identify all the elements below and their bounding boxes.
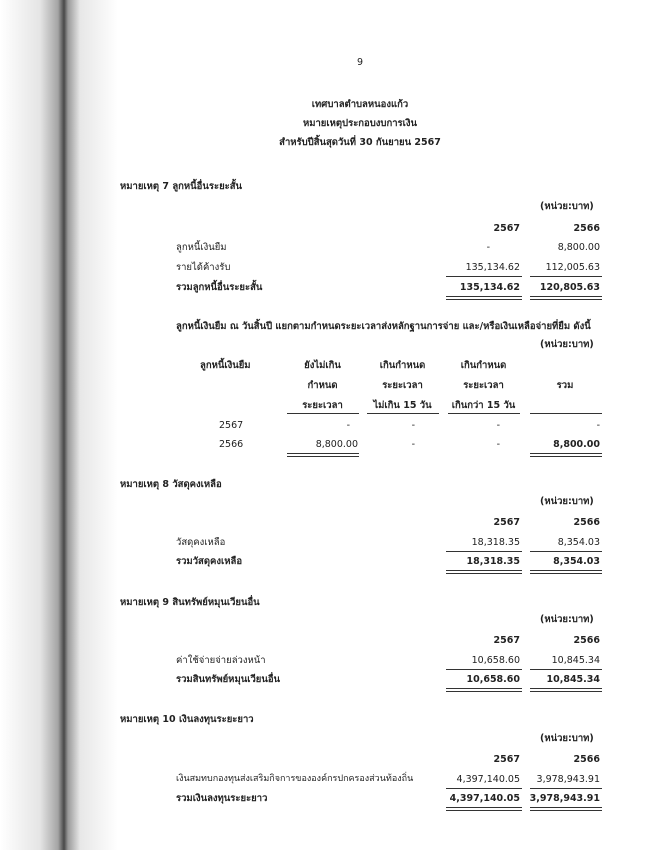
note10-subtotal-line-2567	[446, 788, 522, 789]
note10-total-2567: 4,397,140.05	[449, 793, 520, 804]
aging-header-line-2	[367, 413, 439, 414]
aging-total-line-4	[530, 453, 602, 457]
note7-total-label: รวมลูกหนี้อื่นระยะสั้น	[176, 282, 263, 293]
aging-col3-l3: เกินกว่า 15 วัน	[451, 400, 516, 411]
aging-header-line-3	[448, 413, 520, 414]
aging-row1-c1: -	[346, 420, 350, 431]
note8-year-2567: 2567	[493, 517, 520, 528]
note9-total-label: รวมสินทรัพย์หมุนเวียนอื่น	[176, 674, 281, 685]
note10-total-line-2567	[446, 807, 522, 811]
aging-col3-l1: เกินกำหนด	[460, 360, 507, 371]
note9-subtotal-line-2566	[530, 669, 602, 670]
aging-unit: (หน่วย:บาท)	[540, 339, 594, 350]
note9-unit: (หน่วย:บาท)	[540, 614, 594, 625]
note7-subtotal-line-2566	[530, 276, 602, 277]
note8-row1-label: วัสดุคงเหลือ	[176, 537, 226, 548]
note7-year-2567: 2567	[493, 223, 520, 234]
note10-title: หมายเหตุ 10 เงินลงทุนระยะยาว	[120, 714, 254, 725]
note9-row1-label: ค่าใช้จ่ายจ่ายล่วงหน้า	[176, 655, 266, 666]
note8-total-line-2567	[446, 570, 522, 574]
aging-col3-l2: ระยะเวลา	[463, 380, 504, 391]
note10-row1-2566: 3,978,943.91	[536, 774, 600, 785]
aging-row2-c3: -	[496, 439, 500, 450]
note10-year-2567: 2567	[493, 754, 520, 765]
note9-year-2567: 2567	[493, 635, 520, 646]
note7-subtotal-line-2567	[446, 276, 522, 277]
note9-total-line-2566	[530, 688, 602, 692]
note7-year-2566: 2566	[573, 223, 600, 234]
note10-unit: (หน่วย:บาท)	[540, 733, 594, 744]
note9-subtotal-line-2567	[446, 669, 522, 670]
aging-title: ลูกหนี้เงินยืม ณ วันสิ้นปี แยกตามกำหนดระยะเวลาส่งหลักฐานการจ่าย และ/หรือเงินเหลือจ่ายที่ยืม ดังนี้	[176, 321, 591, 332]
aging-header-line-1	[287, 413, 359, 414]
note8-total-2566: 8,354.03	[553, 556, 600, 567]
note8-subtotal-line-2566	[530, 551, 602, 552]
aging-row1-c2: -	[411, 420, 415, 431]
note9-row1-2566: 10,845.34	[551, 655, 600, 666]
note9-title: หมายเหตุ 9 สินทรัพย์หมุนเวียนอื่น	[120, 597, 260, 608]
note7-total-2567: 135,134.62	[459, 282, 520, 293]
doc-title: หมายเหตุประกอบงบการเงิน	[302, 118, 418, 129]
note7-total-2566: 120,805.63	[539, 282, 600, 293]
aging-row1-total: -	[596, 420, 600, 431]
aging-col4: รวม	[556, 380, 574, 391]
note7-total-line-2567	[446, 296, 522, 300]
note9-total-2566: 10,845.34	[546, 674, 600, 685]
aging-header-line-4	[530, 413, 602, 414]
note7-unit: (หน่วย:บาท)	[540, 201, 594, 212]
note8-total-label: รวมวัสดุคงเหลือ	[176, 556, 243, 567]
note8-subtotal-line-2567	[446, 551, 522, 552]
note7-total-line-2566	[530, 296, 602, 300]
note8-year-2566: 2566	[573, 517, 600, 528]
note10-total-label: รวมเงินลงทุนระยะยาว	[176, 793, 268, 804]
note8-row1-2566: 8,354.03	[557, 537, 600, 548]
note10-row1-label: เงินสมทบกองทุนส่งเสริมกิจการขององค์กรปกครองส่วนท้องถิ่น	[176, 774, 414, 784]
org-name: เทศบาลตำบลหนองแก้ว	[311, 99, 409, 110]
note7-row2-label: รายได้ค้างรับ	[176, 262, 231, 273]
note8-total-line-2566	[530, 570, 602, 574]
note8-row1-2567: 18,318.35	[471, 537, 520, 548]
aging-row2-year: 2566	[219, 439, 244, 450]
aging-total-line-1	[287, 453, 359, 457]
note9-year-2566: 2566	[573, 635, 600, 646]
note10-row1-2567: 4,397,140.05	[456, 774, 520, 785]
note10-total-2566: 3,978,943.91	[529, 793, 600, 804]
note7-row1-2566: 8,800.00	[557, 242, 600, 253]
aging-row1-year: 2567	[219, 420, 244, 431]
aging-col1-l1: ยังไม่เกิน	[304, 360, 341, 371]
aging-col2-l3: ไม่เกิน 15 วัน	[373, 400, 432, 411]
aging-row2-c1: 8,800.00	[315, 439, 358, 450]
note9-total-line-2567	[446, 688, 522, 692]
note7-row2-2566: 112,005.63	[545, 262, 600, 273]
page-number: 9	[356, 57, 364, 68]
aging-col1-l2: กำหนด	[307, 380, 338, 391]
period-title: สำหรับปีสิ้นสุดวันที่ 30 กันยายน 2567	[279, 137, 441, 148]
note9-total-2567: 10,658.60	[466, 674, 520, 685]
note7-row1-label: ลูกหนี้เงินยืม	[176, 242, 227, 253]
note7-row1-2567: -	[486, 242, 490, 253]
note8-title: หมายเหตุ 8 วัสดุคงเหลือ	[120, 479, 222, 490]
note10-subtotal-line-2566	[530, 788, 602, 789]
aging-row1-c3: -	[496, 420, 500, 431]
aging-col2-l1: เกินกำหนด	[379, 360, 426, 371]
scan-shadow	[0, 0, 118, 850]
aging-row2-total: 8,800.00	[553, 439, 600, 450]
note10-year-2566: 2566	[573, 754, 600, 765]
note7-row2-2567: 135,134.62	[465, 262, 520, 273]
aging-row2-c2: -	[411, 439, 415, 450]
note8-total-2567: 18,318.35	[466, 556, 520, 567]
note7-title: หมายเหตุ 7 ลูกหนี้อื่นระยะสั้น	[120, 181, 243, 192]
note8-unit: (หน่วย:บาท)	[540, 496, 594, 507]
aging-col2-l2: ระยะเวลา	[382, 380, 423, 391]
note9-row1-2567: 10,658.60	[471, 655, 520, 666]
note10-total-line-2566	[530, 807, 602, 811]
aging-col-label: ลูกหนี้เงินยืม	[200, 360, 251, 371]
aging-col1-l3: ระยะเวลา	[302, 400, 343, 411]
